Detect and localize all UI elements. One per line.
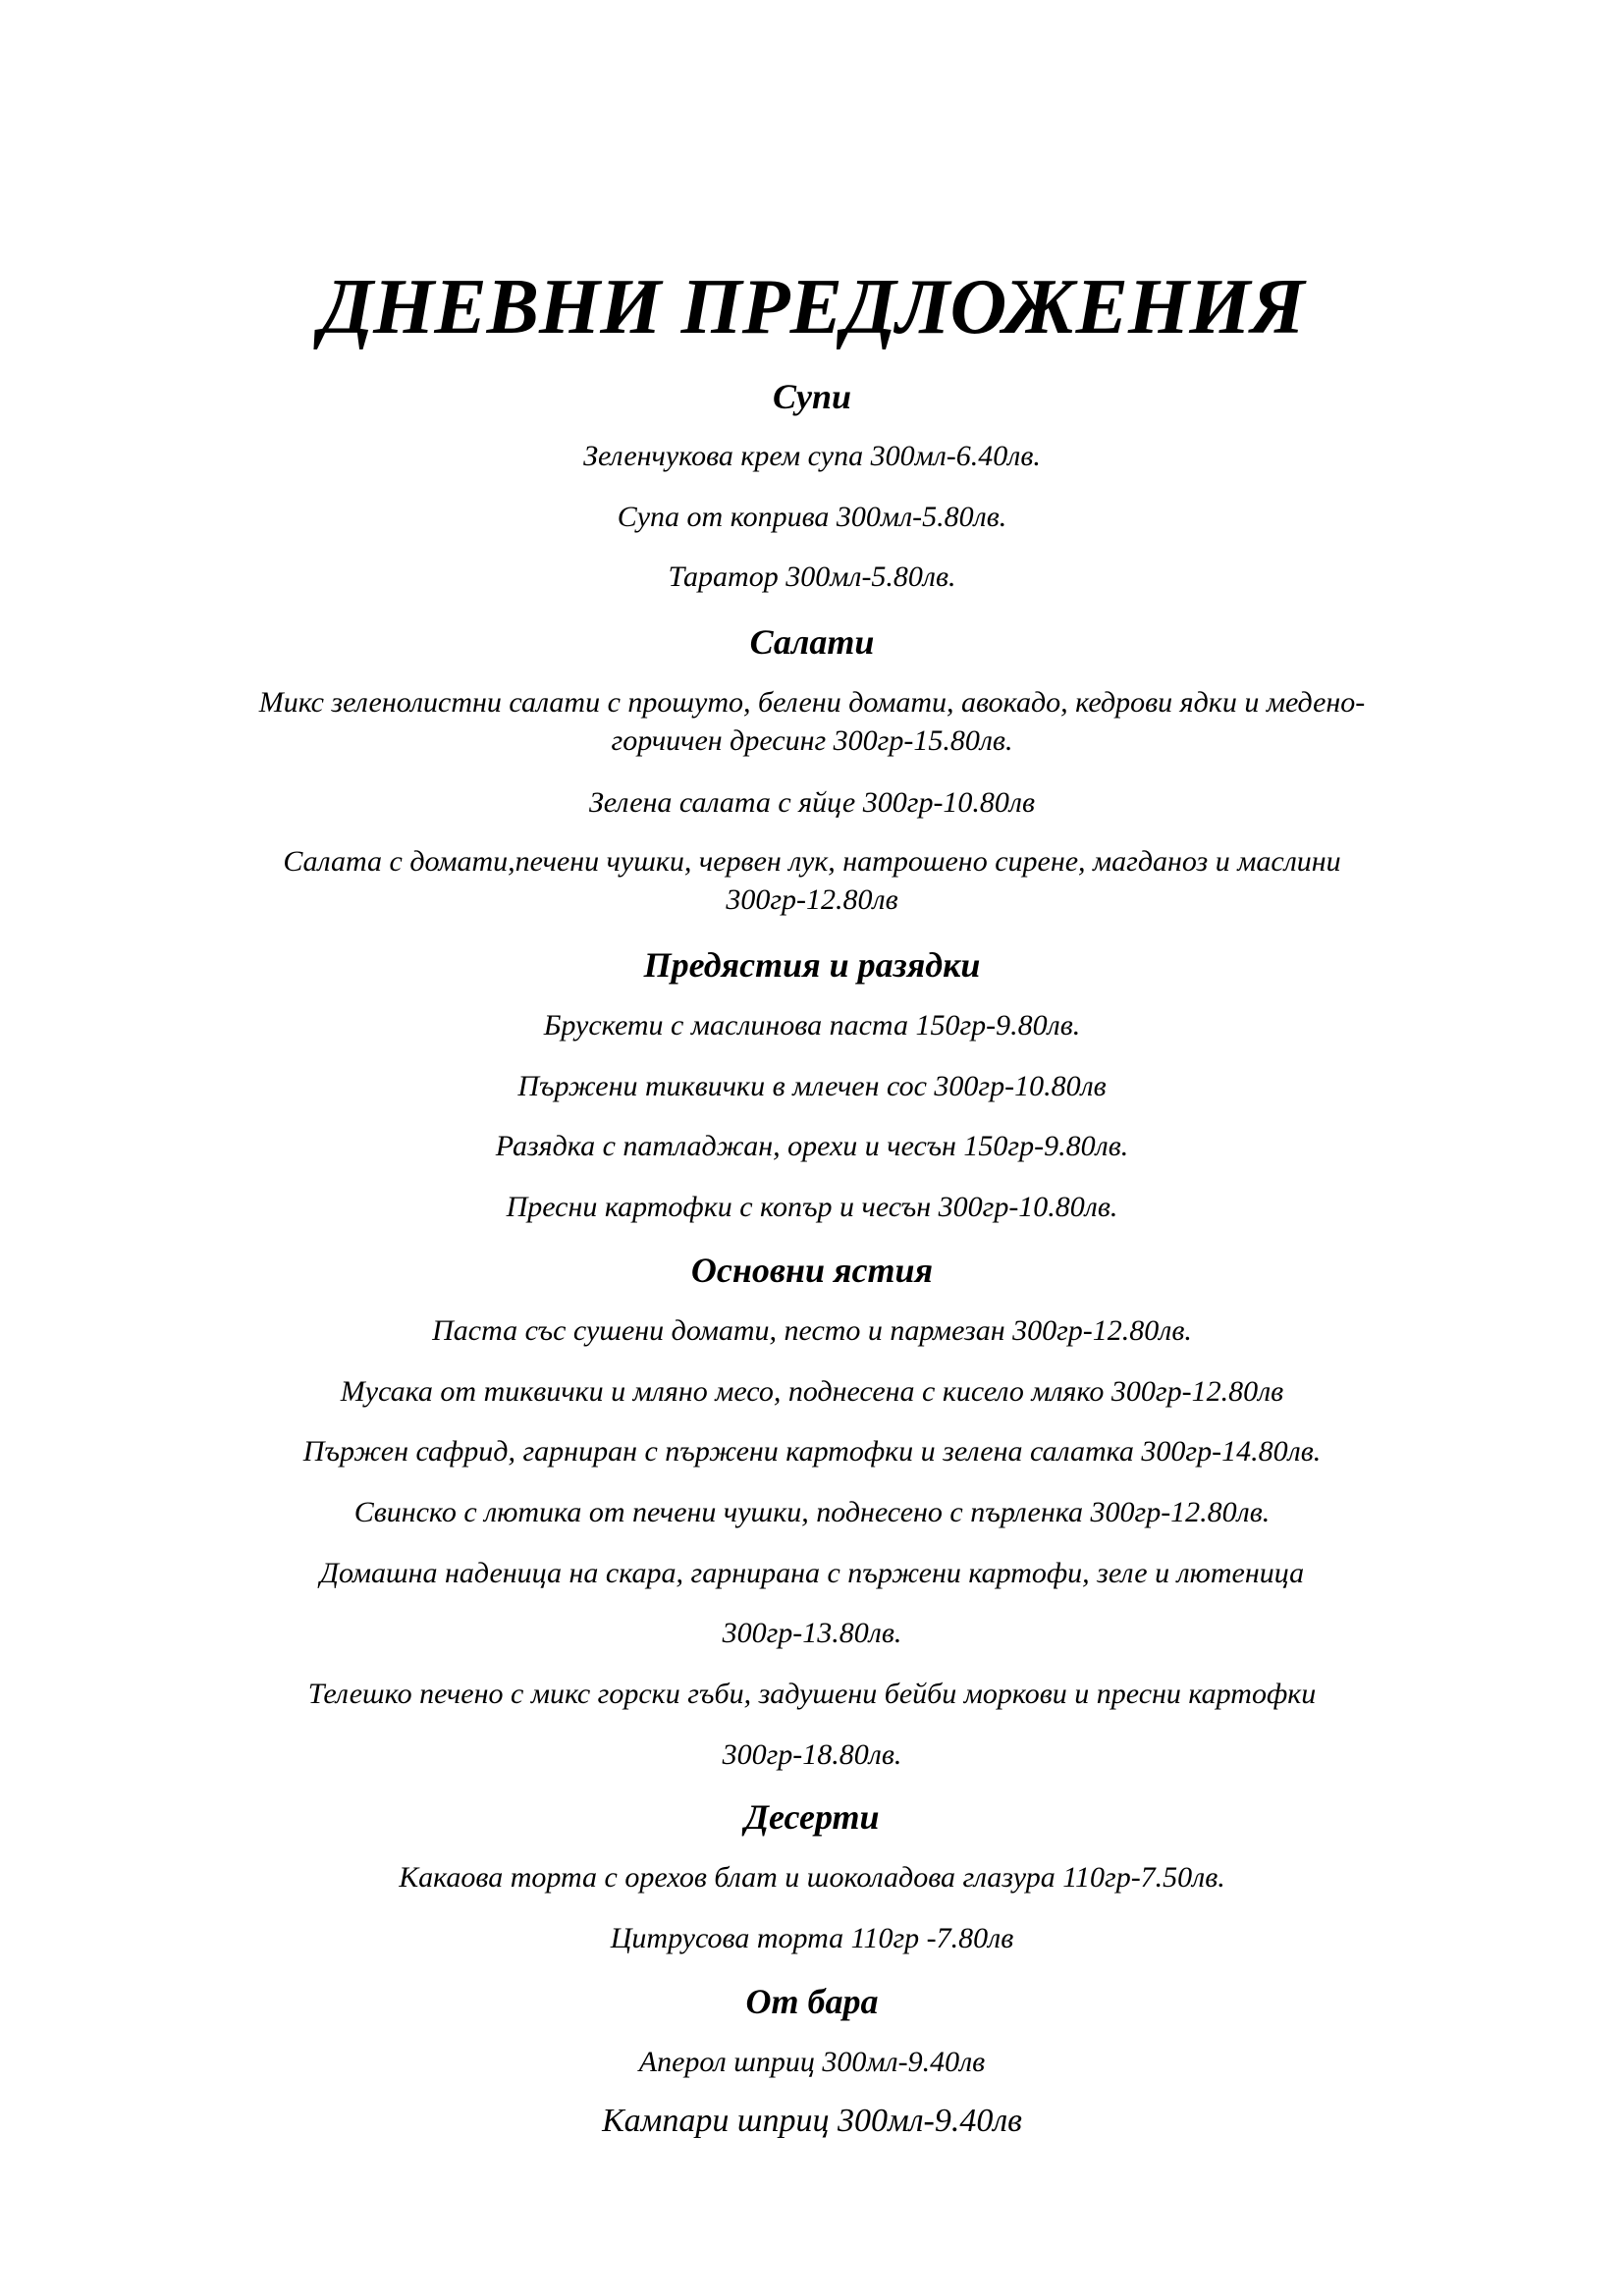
menu-item: горчичен дресинг 300гр-15.80лв. (611, 724, 1013, 757)
menu-item: Микс зеленолистни салати с прошуто, белени домати, авокадо, кедрови ядки и медено- (258, 686, 1366, 719)
menu-item: 300гр-12.80лв (726, 883, 898, 916)
section-heading-bar: От бара (745, 1982, 879, 2021)
menu-item: Свинско с лютика от печени чушки, поднесено с пърленка 300гр-12.80лв. (353, 1496, 1271, 1528)
menu-item: Цитрусова торта 110гр -7.80лв (610, 1922, 1014, 1954)
menu-item: Супа от коприва 300мл-5.80лв. (617, 501, 1007, 533)
menu-item: Зелена салата с яйце 300гр-10.80лв (588, 786, 1036, 819)
menu-item: Кампари шприц 300мл-9.40лв (602, 2103, 1022, 2139)
menu-item: Пържен сафрид, гарниран с пържени картофки и зелена салатка 300гр-14.80лв. (302, 1435, 1322, 1468)
menu-item: 300гр-18.80лв. (722, 1738, 902, 1771)
menu-title: ДНЕВНИ ПРЕДЛОЖЕНИЯ (319, 264, 1305, 350)
menu-item: Домашна наденица на скара, гарнирана с пържени картофи, зеле и лютеница (319, 1557, 1305, 1589)
section-heading-main-courses: Основни ястия (690, 1251, 934, 1290)
menu-item: Аперол шприц 300мл-9.40лв (638, 2046, 986, 2078)
menu-item: Таратор 300мл-5.80лв. (668, 561, 956, 593)
menu-item: Брускети с маслинова паста 150гр-9.80лв. (543, 1009, 1081, 1041)
menu-item: Паста със сушени домати, песто и пармезан 300гр-12.80лв. (432, 1314, 1192, 1347)
menu-item: Разядка с патладжан, орехи и чесън 150гр-9.80лв. (495, 1130, 1129, 1162)
menu-item: Какаова торта с орехов блат и шоколадова глазура 110гр-7.50лв. (399, 1861, 1225, 1894)
menu-item: Зеленчукова крем супа 300мл-6.40лв. (583, 440, 1041, 472)
menu-item: Мусака от тиквички и мляно месо, поднесена с кисело мляко 300гр-12.80лв (340, 1375, 1284, 1408)
menu-item: Пресни картофки с копър и чесън 300гр-10.80лв. (506, 1191, 1118, 1223)
menu-item: Телешко печено с микс горски гъби, задушени бейби моркови и пресни картофки (307, 1678, 1317, 1710)
menu-item: 300гр-13.80лв. (722, 1617, 902, 1649)
menu-item: Салата с домати,печени чушки, червен лук, натрошено сирене, магданоз и маслини (283, 845, 1341, 878)
menu-item: Пържени тиквички в млечен сос 300гр-10.80лв (517, 1070, 1107, 1102)
section-heading-salads: Салати (749, 622, 875, 662)
section-heading-desserts: Десерти (744, 1797, 880, 1837)
section-heading-soups: Супи (772, 377, 852, 416)
section-heading-starters: Предястия и разядки (643, 945, 981, 985)
